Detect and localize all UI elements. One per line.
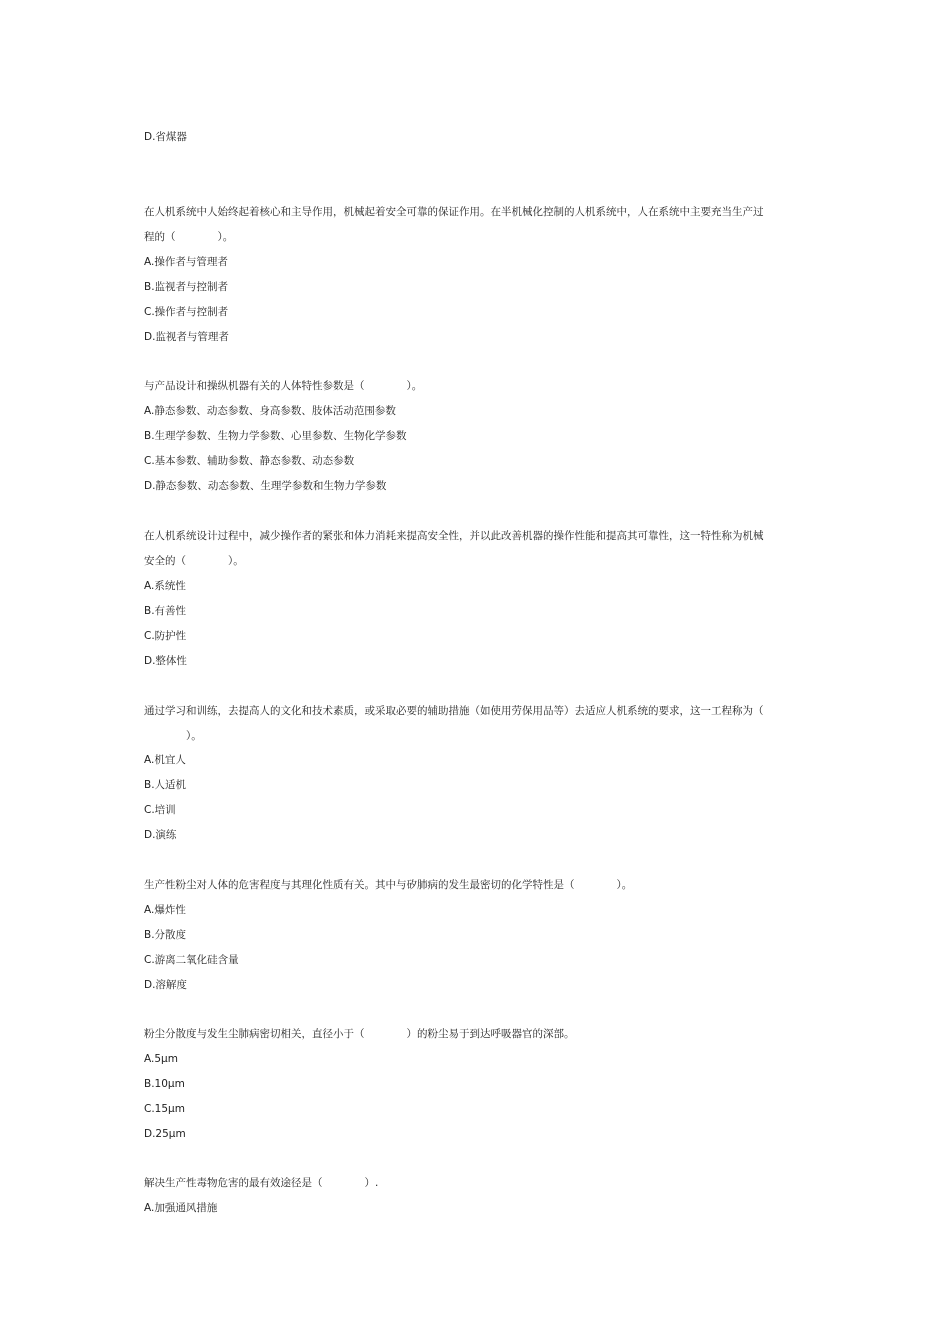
q6-option-a: A.5μm	[144, 1053, 178, 1065]
q3-option-c: C.防护性	[144, 630, 187, 642]
q6-option-d: D.25μm	[144, 1128, 186, 1140]
q5-option-b: B.分散度	[144, 929, 187, 941]
q4-option-b: B.人适机	[144, 779, 187, 791]
q4-stem-line-1: 通过学习和训练，去提高人的文化和技术素质，或采取必要的辅助措施（如使用劳保用品等）去适应人机系统的要求，这一工程称为（	[144, 705, 764, 717]
q2-stem-line-1: 与产品设计和操纵机器有关的人体特性参数是（ ）。	[144, 380, 423, 392]
q3-stem-line-1: 在人机系统设计过程中，减少操作者的紧张和体力消耗来提高安全性，并以此改善机器的操作性能和提高其可靠性，这一特性称为机械	[144, 530, 764, 542]
q4-stem-line-2: ）。	[144, 730, 202, 742]
q5-option-c: C.游离二氧化硅含量	[144, 954, 239, 966]
q6-option-b: B.10μm	[144, 1078, 185, 1090]
q3-option-d: D.整体性	[144, 655, 187, 667]
q1-option-a: A.操作者与管理者	[144, 256, 228, 268]
q4-option-a: A.机宜人	[144, 754, 186, 766]
q4-option-d: D.演练	[144, 829, 177, 841]
q2-option-b: B.生理学参数、生物力学参数、心里参数、生物化学参数	[144, 430, 407, 442]
q5-option-a: A.爆炸性	[144, 904, 186, 916]
q3-option-b: B.有善性	[144, 605, 187, 617]
q1-stem-line-2: 程的（ ）。	[144, 231, 234, 243]
q7-option-a: A.加强通风措施	[144, 1202, 218, 1214]
q7-stem-line-1: 解决生产性毒物危害的最有效途径是（ ）.	[144, 1177, 379, 1189]
q5-stem-line-1: 生产性粉尘对人体的危害程度与其理化性质有关。其中与矽肺病的发生最密切的化学特性是（ ）。	[144, 879, 633, 891]
q6-stem-line-1: 粉尘分散度与发生尘肺病密切相关，直径小于（ ）的粉尘易于到达呼吸器官的深部。	[144, 1028, 575, 1040]
q6-option-c: C.15μm	[144, 1103, 185, 1115]
q2-option-a: A.静态参数、动态参数、身高参数、肢体活动范围参数	[144, 405, 396, 417]
q1-option-b: B.监视者与控制者	[144, 281, 229, 293]
q4-option-c: C.培训	[144, 804, 176, 816]
q3-stem-line-2: 安全的（ ）。	[144, 555, 244, 567]
q2-option-c: C.基本参数、辅助参数、静态参数、动态参数	[144, 455, 355, 467]
q1-option-d: D.监视者与管理者	[144, 331, 229, 343]
q1-stem-line-1: 在人机系统中人始终起着核心和主导作用，机械起着安全可靠的保证作用。在半机械化控制的人机系统中，人在系统中主要充当生产过	[144, 206, 764, 218]
q2-option-d: D.静态参数、动态参数、生理学参数和生物力学参数	[144, 480, 387, 492]
option-d-lead: D.省煤器	[144, 131, 187, 143]
q3-option-a: A.系统性	[144, 580, 186, 592]
q5-option-d: D.溶解度	[144, 979, 187, 991]
q1-option-c: C.操作者与控制者	[144, 306, 229, 318]
